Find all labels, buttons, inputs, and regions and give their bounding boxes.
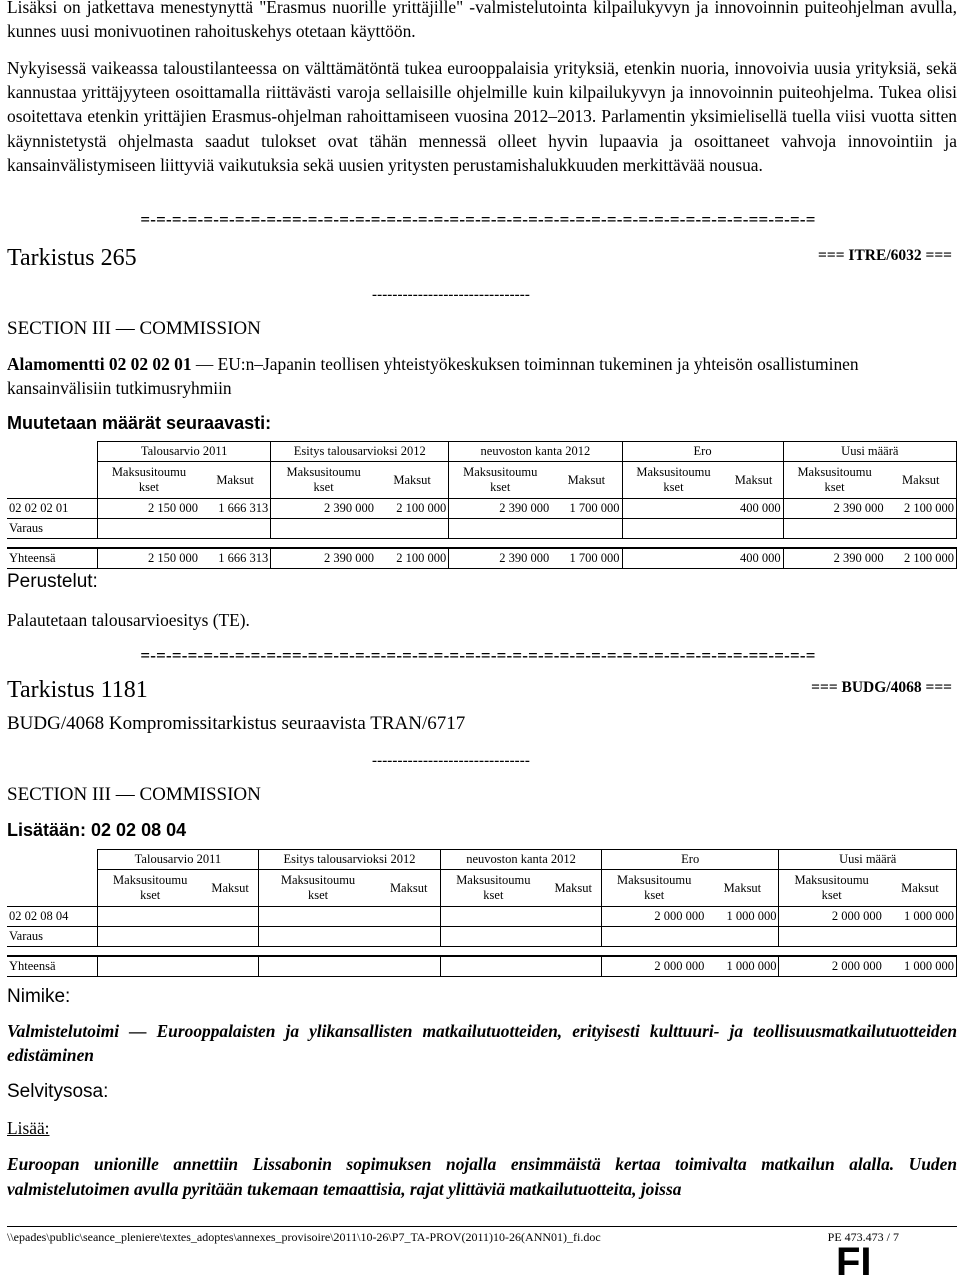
table-header-blank (7, 462, 98, 499)
commitments-header: Maksusitoumu kset (779, 870, 884, 907)
table-group-header: Uusi määrä (779, 850, 957, 870)
table-total-row (7, 956, 957, 977)
intro-paragraph-2: Nykyisessä vaikeassa taloustilanteessa on välttämätöntä tukea eurooppalaisia yrityksiä, etenkin nuoria, innovoivia uusia yrityksiä, sekä kannustaa yrittäjyyteen osoittamalla riittävästi varoja sellaisille ohjelmille kuin kilpailukyvyn ja innovoinnin puiteohjelma. Tukea olisi osoitettava etenkin yrittäjien Erasmus-ohjelman rahoittamiseen vuosina 2012–2013. Parlamentin yksimielisellä tuella viisi vuotta sitten käynnistetystä ohjelmasta saadut tulokset ovat tähän mennessä olleet hyvin lupaavia ja osoittaneet vahvoja innovointiin ja kansainvälistymiseen liittyviä vaikutuksia sekä uusien yritysten perustamishalukkuuden merkittävää nousua. (7, 58, 957, 175)
row-label: 02 02 08 04 (7, 907, 98, 927)
commitments-header: Maksusitoumu kset (441, 870, 546, 907)
payments-header: Maksut (377, 870, 440, 907)
dashed-divider: ------------------------------- (372, 287, 530, 303)
commitments-header: Maksusitoumu kset (271, 462, 376, 499)
payments-header: Maksut (376, 462, 449, 499)
budget-table-1 (7, 441, 957, 569)
table-cell (98, 519, 200, 539)
budget-table-2 (7, 849, 957, 977)
add-heading: Lisätään: 02 02 08 04 (7, 820, 187, 840)
table-cell: 1 666 313 (200, 548, 271, 569)
name-text: Valmistelutoimi — Eurooppalaisten ja ylikansallisten matkailutuotteiden, erityisesti kulttuuri- ja teollisuusmatkailutuotteiden edistäminen (7, 1021, 957, 1065)
budget-line-description: — EU:n–Japanin teollisen yhteistyökeskuksen toiminnan tukeminen ja yhteisön osallistuminen kansainvälisiin tutkimusryhmiin (7, 354, 859, 398)
add-label: Lisää: (7, 1118, 50, 1138)
table-subheader-row (7, 462, 957, 499)
table-cell (98, 927, 203, 947)
table-cell (622, 499, 724, 519)
amendment-reference: === ITRE/6032 === (818, 247, 952, 264)
table-cell (377, 907, 440, 927)
table-header-blank (7, 870, 98, 907)
row-label: Varaus (7, 519, 98, 539)
separator-line: =-=-=-=-=-=-=-=-=-==-=-=-=-=-=-=-=-=-=-=-=-=-=-=-=-=-=-=-=-=-=-=-=-=-=-=-=-=-==-=-=-= (140, 646, 816, 665)
payments-header: Maksut (884, 870, 957, 907)
table-row (7, 519, 957, 539)
amendment-subtitle: BUDG/4068 Kompromissitarkistus seuraavista TRAN/6717 (7, 713, 466, 734)
payments-header: Maksut (202, 870, 258, 907)
commitments-header: Maksusitoumu kset (601, 870, 706, 907)
table-cell: 2 100 000 (886, 548, 957, 569)
remarks-heading: Selvitysosa: (7, 1081, 109, 1102)
table-group-header: neuvoston kanta 2012 (441, 850, 602, 870)
table-group-header: Ero (601, 850, 778, 870)
table-cell (258, 956, 377, 977)
table-cell (783, 519, 885, 539)
intro-paragraph-1: Lisäksi on jatkettava menestynyttä "Erasmus nuorille yrittäjille" -valmistelutointa kilpailukyvyn ja innovoinnin puiteohjelman avulla, kunnes uusi monivuotinen rahoituskehys otetaan käyttöön. (7, 0, 957, 42)
name-heading: Nimike: (7, 986, 71, 1007)
table-cell: 400 000 (724, 548, 783, 569)
table-header-row (7, 442, 957, 462)
dashed-divider: ------------------------------- (372, 753, 530, 769)
table-cell: 2 390 000 (271, 548, 376, 569)
table-cell (441, 907, 546, 927)
table-cell: 2 000 000 (779, 956, 884, 977)
row-label: 02 02 02 01 (7, 499, 98, 519)
payments-header: Maksut (724, 462, 783, 499)
justification-text: Palautetaan talousarvioesitys (TE). (7, 610, 250, 630)
table-cell (546, 927, 602, 947)
table-cell: 2 390 000 (449, 548, 551, 569)
table-cell (200, 519, 271, 539)
table-cell (622, 519, 724, 539)
table-cell: 1 700 000 (551, 548, 622, 569)
table-cell (884, 927, 957, 947)
table-cell (622, 548, 724, 569)
table-cell (724, 519, 783, 539)
table-cell: 1 000 000 (884, 956, 957, 977)
commitments-header: Maksusitoumu kset (258, 870, 377, 907)
table-cell (202, 927, 258, 947)
table-cell: 2 000 000 (601, 907, 706, 927)
table-cell: 2 390 000 (783, 499, 885, 519)
amendment-title: Tarkistus 1181 (7, 677, 148, 703)
table-row (7, 927, 957, 947)
amendment-title: Tarkistus 265 (7, 245, 137, 271)
table-cell (546, 907, 602, 927)
commitments-header: Maksusitoumu kset (98, 870, 203, 907)
remarks-text: Euroopan unionille annettiin Lissabonin sopimuksen nojalla ensimmäistä kertaa toimivalta matkailun alalla. Uuden valmistelutoimen avulla pyritään tukemaan temaattisia, rajat ylittäviä matkailutuotteita, joissa (7, 1154, 957, 1199)
commitments-header: Maksusitoumu kset (622, 462, 724, 499)
footer-page-reference: PE 473.473 / 7 (827, 1230, 899, 1244)
table-cell: 1 000 000 (706, 907, 779, 927)
table-group-header: Esitys talousarvioksi 2012 (258, 850, 440, 870)
separator-line: =-=-=-=-=-=-=-=-=-==-=-=-=-=-=-=-=-=-=-=-=-=-=-=-=-=-=-=-=-=-=-=-=-=-=-=-=-=-==-=-=-= (140, 210, 816, 229)
table-cell: 1 000 000 (706, 956, 779, 977)
table-cell (202, 907, 258, 927)
modify-heading: Muutetaan määrät seuraavasti: (7, 413, 272, 433)
table-cell: 2 100 000 (886, 499, 957, 519)
table-group-header: neuvoston kanta 2012 (449, 442, 622, 462)
table-cell (376, 519, 449, 539)
row-label: Yhteensä (7, 548, 98, 569)
table-cell: 1 700 000 (551, 499, 622, 519)
justification-heading: Perustelut: (7, 571, 98, 592)
table-cell: 2 100 000 (376, 499, 449, 519)
section-heading: SECTION III — COMMISSION (7, 318, 261, 339)
table-group-header: Esitys talousarvioksi 2012 (271, 442, 449, 462)
table-group-header: Ero (622, 442, 783, 462)
table-total-row (7, 548, 957, 569)
table-cell (706, 927, 779, 947)
payments-header: Maksut (886, 462, 957, 499)
table-row (7, 499, 957, 519)
commitments-header: Maksusitoumu kset (98, 462, 200, 499)
language-code: FI (836, 1240, 872, 1284)
table-cell: 2 000 000 (779, 907, 884, 927)
footer-file-path: \\epades\public\seance_pleniere\textes_adoptes\annexes_provisoire\2011\10-26\P7_TA-PROV(2011)10-26(ANN01)_fi.doc (7, 1230, 601, 1244)
table-cell: 1 666 313 (200, 499, 271, 519)
section-heading: SECTION III — COMMISSION (7, 784, 261, 805)
table-cell (258, 907, 377, 927)
table-cell: 2 100 000 (376, 548, 449, 569)
table-cell: 2 390 000 (271, 499, 376, 519)
commitments-header: Maksusitoumu kset (783, 462, 885, 499)
table-cell: 2 390 000 (783, 548, 885, 569)
table-cell (271, 519, 376, 539)
table-cell (601, 927, 706, 947)
table-cell: 2 000 000 (601, 956, 706, 977)
table-group-header: Talousarvio 2011 (98, 850, 259, 870)
table-cell (258, 927, 377, 947)
table-cell (551, 519, 622, 539)
amendment-reference: === BUDG/4068 === (811, 679, 952, 696)
table-cell (886, 519, 957, 539)
row-label: Yhteensä (7, 956, 98, 977)
table-cell (98, 956, 203, 977)
table-cell (202, 956, 258, 977)
table-subheader-row (7, 870, 957, 907)
table-cell (546, 956, 602, 977)
table-cell (377, 927, 440, 947)
table-row (7, 907, 957, 927)
table-cell (98, 907, 203, 927)
table-cell (779, 927, 884, 947)
payments-header: Maksut (706, 870, 779, 907)
page-footer (7, 1226, 957, 1245)
payments-header: Maksut (200, 462, 271, 499)
table-cell: 2 390 000 (449, 499, 551, 519)
table-cell: 2 150 000 (98, 548, 200, 569)
table-group-header: Talousarvio 2011 (98, 442, 271, 462)
table-header-row (7, 850, 957, 870)
table-cell: 1 000 000 (884, 907, 957, 927)
budget-line-title (7, 352, 957, 400)
budget-line-code: Alamomentti 02 02 02 01 (7, 354, 192, 374)
payments-header: Maksut (551, 462, 622, 499)
table-cell: 2 150 000 (98, 499, 200, 519)
table-group-header: Uusi määrä (783, 442, 956, 462)
row-label: Varaus (7, 927, 98, 947)
payments-header: Maksut (546, 870, 602, 907)
table-cell: 400 000 (724, 499, 783, 519)
table-cell (441, 927, 546, 947)
commitments-header: Maksusitoumu kset (449, 462, 551, 499)
table-cell (441, 956, 546, 977)
table-cell (377, 956, 440, 977)
table-cell (449, 519, 551, 539)
